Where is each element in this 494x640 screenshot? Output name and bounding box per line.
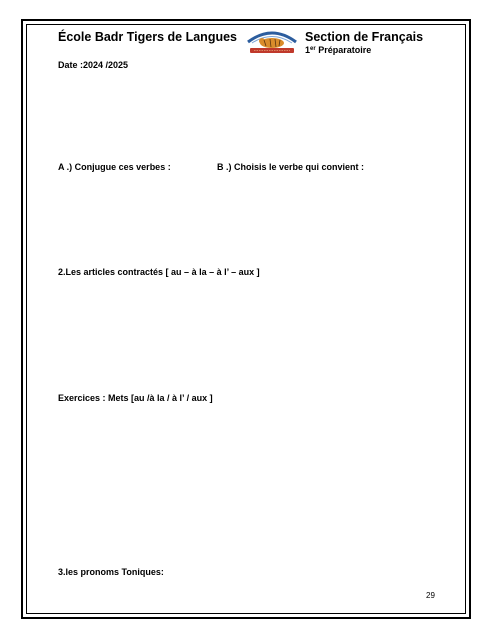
choose-verb-heading: B .) Choisis le verbe qui convient : bbox=[217, 162, 365, 172]
grade-text: Préparatoire bbox=[318, 45, 372, 55]
section-title: Section de Français bbox=[305, 30, 424, 44]
grade-suffix: er bbox=[310, 46, 316, 52]
page-border-inner bbox=[26, 24, 466, 614]
school-year-date: Date :2024 /2025 bbox=[58, 60, 129, 70]
school-name: École Badr Tigers de Langues bbox=[58, 30, 237, 44]
page-number: 29 bbox=[426, 591, 435, 600]
contracted-articles-heading: 2.Les articles contractés [ au – à la – à l’ – aux ] bbox=[58, 267, 260, 277]
school-logo bbox=[244, 26, 300, 56]
grade-number: 1 bbox=[305, 45, 311, 55]
grade-label bbox=[305, 45, 371, 55]
tonic-pronouns-heading: 3.les pronoms Toniques: bbox=[58, 567, 164, 577]
exercise-heading: Exercices : Mets [au /à la / à l’ / aux ] bbox=[58, 393, 213, 403]
conjugation-heading: A .) Conjugue ces verbes : bbox=[58, 162, 171, 172]
